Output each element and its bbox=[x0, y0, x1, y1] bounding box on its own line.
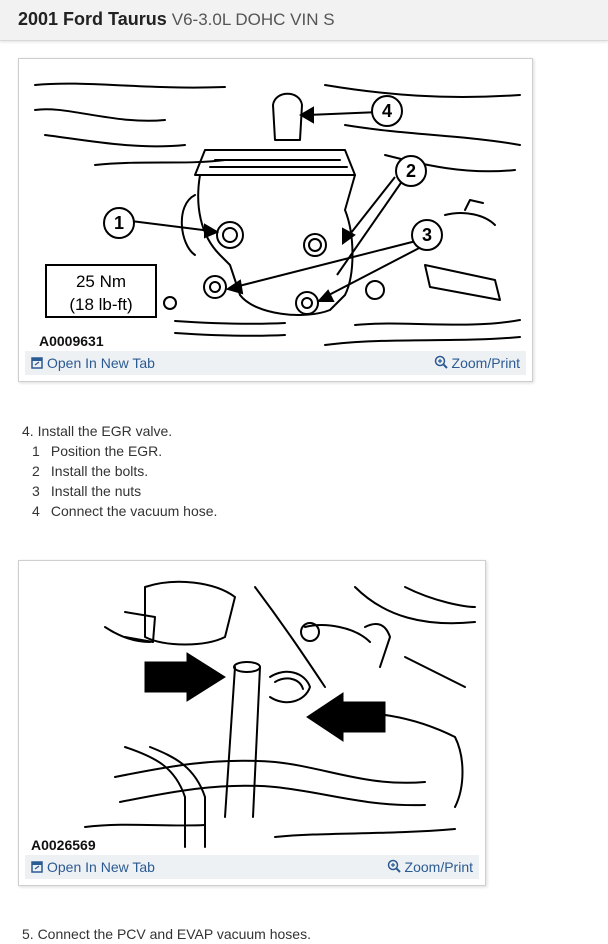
arrow-evap bbox=[307, 693, 385, 741]
figure2-zoom-label: Zoom/Print bbox=[404, 859, 473, 875]
figure2-open-new-tab[interactable] bbox=[31, 859, 155, 875]
figure1-open-tab-label: Open In New Tab bbox=[47, 355, 155, 371]
figure1-open-new-tab[interactable] bbox=[31, 355, 155, 371]
page-header bbox=[0, 0, 608, 41]
figure-pcv-evap-hoses bbox=[18, 560, 486, 886]
substep-text: Position the EGR. bbox=[50, 443, 163, 459]
torque-metric: 25 Nm bbox=[75, 272, 127, 291]
egr-valve-diagram[interactable] bbox=[25, 65, 526, 351]
step-4-substep bbox=[22, 481, 217, 501]
figure2-toolbar bbox=[25, 855, 479, 879]
callout-1-label: 1 bbox=[113, 213, 125, 233]
pcv-evap-diagram[interactable] bbox=[25, 567, 479, 855]
substep-text: Install the nuts bbox=[50, 483, 142, 499]
step-4-substep bbox=[22, 441, 217, 461]
zoom-icon bbox=[387, 859, 401, 873]
figure2-open-tab-label: Open In New Tab bbox=[47, 859, 155, 875]
figure1-id: A0009631 bbox=[39, 333, 104, 349]
figure1-zoom-print[interactable] bbox=[434, 355, 520, 371]
substep-text: Install the bolts. bbox=[50, 463, 149, 479]
egr-valve-illustration bbox=[25, 65, 526, 351]
figure-egr-valve bbox=[18, 58, 533, 382]
step-4-substep bbox=[22, 501, 217, 521]
callout-4-label: 4 bbox=[381, 101, 393, 121]
step-4-substep bbox=[22, 461, 217, 481]
page-title bbox=[18, 9, 335, 30]
step-4-heading: 4. Install the EGR valve. bbox=[22, 423, 173, 439]
step-4 bbox=[22, 421, 217, 521]
torque-imperial: (18 lb-ft) bbox=[69, 295, 133, 314]
substep-number: 2 bbox=[32, 463, 40, 479]
step-5 bbox=[22, 924, 311, 944]
substep-number: 3 bbox=[32, 483, 40, 499]
pcv-evap-illustration bbox=[25, 567, 479, 855]
open-new-tab-icon bbox=[31, 861, 43, 873]
callout-2-label: 2 bbox=[405, 161, 417, 181]
callout-3-label: 3 bbox=[421, 225, 433, 245]
step-5-heading: 5. Connect the PCV and EVAP vacuum hoses. bbox=[22, 926, 311, 942]
substep-number: 1 bbox=[32, 443, 40, 459]
arrow-pcv bbox=[145, 653, 225, 701]
figure1-zoom-label: Zoom/Print bbox=[451, 355, 520, 371]
substep-number: 4 bbox=[32, 503, 40, 519]
figure2-zoom-print[interactable] bbox=[387, 859, 473, 875]
open-new-tab-icon bbox=[31, 357, 43, 369]
figure1-toolbar bbox=[25, 351, 526, 375]
engine-subtitle: V6-3.0L DOHC VIN S bbox=[171, 10, 335, 29]
figure2-id: A0026569 bbox=[31, 837, 96, 853]
substep-text: Connect the vacuum hose. bbox=[50, 503, 218, 519]
vehicle-title: 2001 Ford Taurus bbox=[18, 9, 167, 29]
zoom-icon bbox=[434, 355, 448, 369]
